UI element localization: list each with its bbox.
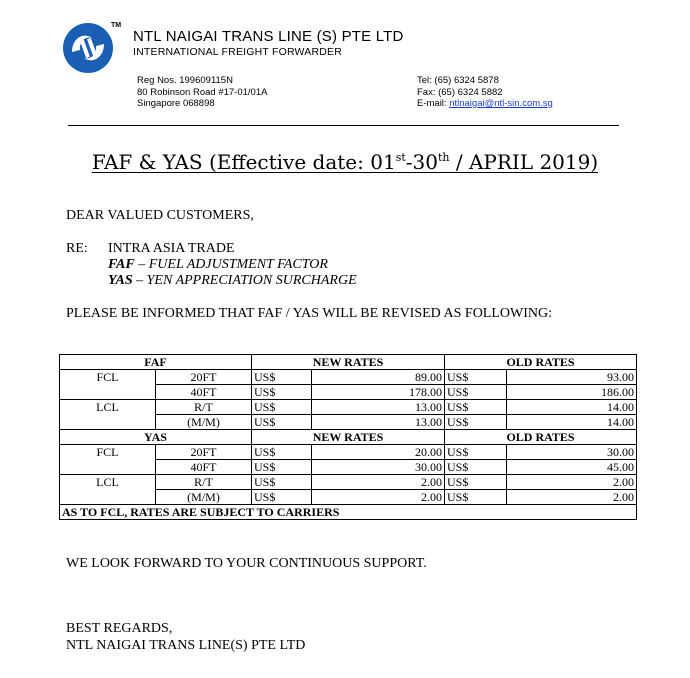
new-rate-cell: 13.00: [312, 400, 445, 415]
title-suffix: / APRIL 2019): [449, 150, 599, 174]
new-currency-cell: US$: [252, 415, 312, 430]
old-currency-cell: US$: [445, 415, 507, 430]
old-rate-cell: 14.00: [507, 400, 637, 415]
new-currency-cell: US$: [252, 475, 312, 490]
old-rates-header: OLD RATES: [445, 355, 637, 370]
yas-text: – YEN APPRECIATION SURCHARGE: [132, 273, 357, 288]
table-row: [60, 370, 637, 385]
new-rate-cell: 2.00: [312, 490, 445, 505]
unit-cell: (M/M): [156, 415, 252, 430]
company-tagline: INTERNATIONAL FREIGHT FORWARDER: [133, 46, 343, 58]
unit-cell: 40FT: [156, 460, 252, 475]
note-row: [60, 505, 637, 520]
section-name: FAF: [60, 355, 252, 370]
title-sup-st: st: [395, 151, 406, 164]
new-currency-cell: US$: [252, 400, 312, 415]
section-header-row: [60, 355, 637, 370]
title-mid: -30: [405, 150, 438, 174]
old-rate-cell: 2.00: [507, 490, 637, 505]
regards: BEST REGARDS,: [66, 621, 173, 636]
old-currency-cell: US$: [445, 460, 507, 475]
table-row: [60, 475, 637, 490]
old-rate-cell: 30.00: [507, 445, 637, 460]
unit-cell: R/T: [156, 475, 252, 490]
new-currency-cell: US$: [252, 445, 312, 460]
company-address: [137, 75, 267, 110]
re-label: RE:: [66, 241, 88, 256]
new-rate-cell: 13.00: [312, 415, 445, 430]
new-rate-cell: 2.00: [312, 475, 445, 490]
company-logo-icon: [62, 22, 114, 74]
address-line: Reg Nos. 199609115N: [137, 75, 233, 86]
re-line-faf: [108, 257, 357, 273]
new-currency-cell: US$: [252, 490, 312, 505]
document-title: [0, 150, 690, 174]
trademark-mark: TM: [111, 22, 122, 29]
shipment-type: FCL: [60, 445, 156, 475]
new-currency-cell: US$: [252, 370, 312, 385]
old-rate-cell: 45.00: [507, 460, 637, 475]
re-subject: [108, 241, 357, 289]
new-rate-cell: 30.00: [312, 460, 445, 475]
unit-cell: 20FT: [156, 445, 252, 460]
closing-text: WE LOOK FORWARD TO YOUR CONTINUOUS SUPPORT.: [66, 556, 427, 571]
new-rate-cell: 178.00: [312, 385, 445, 400]
old-rate-cell: 93.00: [507, 370, 637, 385]
table-note: AS TO FCL, RATES ARE SUBJECT TO CARRIERS: [60, 505, 637, 520]
new-currency-cell: US$: [252, 385, 312, 400]
old-currency-cell: US$: [445, 370, 507, 385]
title-sup-th: th: [437, 151, 450, 164]
title-text: [92, 150, 598, 174]
new-rate-cell: 89.00: [312, 370, 445, 385]
old-rate-cell: 2.00: [507, 475, 637, 490]
old-currency-cell: US$: [445, 445, 507, 460]
title-prefix: FAF & YAS (Effective date: 01: [91, 150, 396, 174]
email-line: [417, 98, 553, 110]
shipment-type: LCL: [60, 475, 156, 505]
old-currency-cell: US$: [445, 475, 507, 490]
email-link[interactable]: ntlnaigai@ntl-sin.com.sg: [449, 98, 553, 109]
old-currency-cell: US$: [445, 385, 507, 400]
table-row: [60, 400, 637, 415]
signature: NTL NAIGAI TRANS LINE(S) PTE LTD: [66, 638, 306, 653]
new-currency-cell: US$: [252, 460, 312, 475]
faf-text: – FUEL ADJUSTMENT FACTOR: [134, 257, 328, 272]
yas-abbr: YAS: [108, 273, 133, 288]
section-name: YAS: [60, 430, 252, 445]
new-rates-header: NEW RATES: [252, 355, 445, 370]
company-name: NTL NAIGAI TRANS LINE (S) PTE LTD: [133, 28, 404, 45]
re-line-yas: [108, 273, 357, 289]
unit-cell: 20FT: [156, 370, 252, 385]
company-logo: [62, 22, 114, 74]
rates-table: [59, 354, 637, 520]
shipment-type: FCL: [60, 370, 156, 400]
faf-abbr: FAF: [108, 257, 135, 272]
unit-cell: R/T: [156, 400, 252, 415]
address-line: 80 Robinson Road #17-01/01A: [137, 86, 268, 98]
email-label: E-mail:: [417, 98, 450, 109]
salutation: DEAR VALUED CUSTOMERS,: [66, 208, 254, 223]
old-currency-cell: US$: [445, 490, 507, 505]
telephone: Tel: (65) 6324 5878: [417, 75, 499, 86]
old-rates-header: OLD RATES: [445, 430, 637, 445]
old-currency-cell: US$: [445, 400, 507, 415]
old-rate-cell: 14.00: [507, 415, 637, 430]
table-row: [60, 445, 637, 460]
section-header-row: [60, 430, 637, 445]
company-contact: [417, 75, 553, 110]
intro-text: PLEASE BE INFORMED THAT FAF / YAS WILL BE REVISED AS FOLLOWING:: [66, 306, 553, 321]
header-divider: [68, 125, 619, 126]
re-line-trade: INTRA ASIA TRADE: [108, 241, 235, 256]
shipment-type: LCL: [60, 400, 156, 430]
address-line: Singapore 068898: [137, 98, 215, 109]
unit-cell: 40FT: [156, 385, 252, 400]
fax: Fax: (65) 6324 5882: [417, 86, 503, 98]
old-rate-cell: 186.00: [507, 385, 637, 400]
new-rates-header: NEW RATES: [252, 430, 445, 445]
new-rate-cell: 20.00: [312, 445, 445, 460]
unit-cell: (M/M): [156, 490, 252, 505]
